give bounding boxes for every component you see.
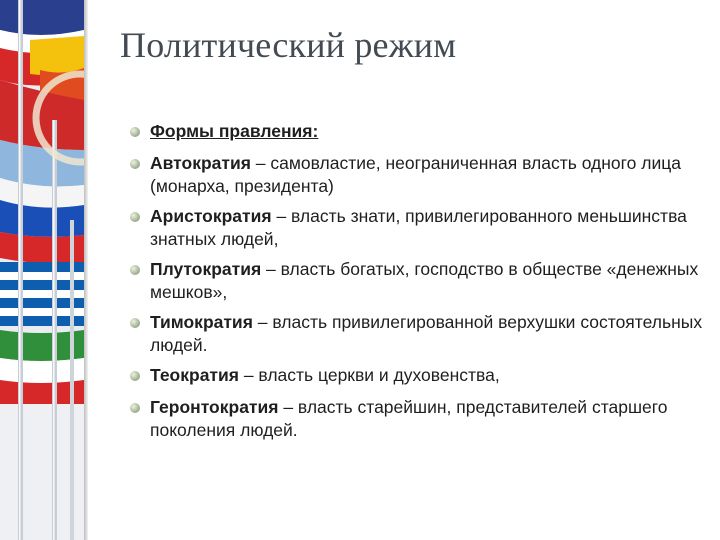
bullet-term: Теократия [150,365,239,385]
bullet-dot-icon [130,371,140,381]
bullet-timocracy [130,311,710,357]
bullet-plutocracy [130,258,710,304]
bullet-gerontocracy [130,396,710,442]
bullet-theocracy [130,364,710,387]
bullet-description: – власть церкви и духовенства, [238,365,500,385]
bullet-description: – самовластие, неограниченная власть одного лица (монарха, президента) [150,153,682,196]
bullet-description: – власть богатых, господство в обществе «денежных мешков», [150,259,699,302]
bullet-dot-icon [130,159,140,169]
flags-image [0,0,84,540]
bullet-description: – власть старейшин, представителей старшего поколения людей. [150,397,668,440]
bullet-heading-text: Формы правления: [150,121,319,141]
bullet-dot-icon [130,127,140,137]
bullet-dot-icon [130,403,140,413]
bullet-term: Тимократия [150,312,253,332]
bullet-description: – власть знати, привилегированного меньшинства знатных людей, [150,206,687,249]
bullet-term: Геронтократия [150,397,279,417]
bullet-dot-icon [130,318,140,328]
bullet-description: – власть привилегированной верхушки состоятельных людей. [150,312,703,355]
slide-title: Политический режим [120,25,457,65]
bullet-aristocracy [130,205,710,251]
bullet-dot-icon [130,212,140,222]
flags-decoration [0,0,84,540]
bullet-list [130,120,710,449]
bullet-dot-icon [130,265,140,275]
bullet-term: Плутократия [150,259,262,279]
vertical-divider [84,0,88,540]
bullet-autocracy [130,152,710,198]
bullet-term: Аристократия [150,206,272,226]
bullet-forms-heading [130,120,710,143]
bullet-term: Автократия [150,153,251,173]
